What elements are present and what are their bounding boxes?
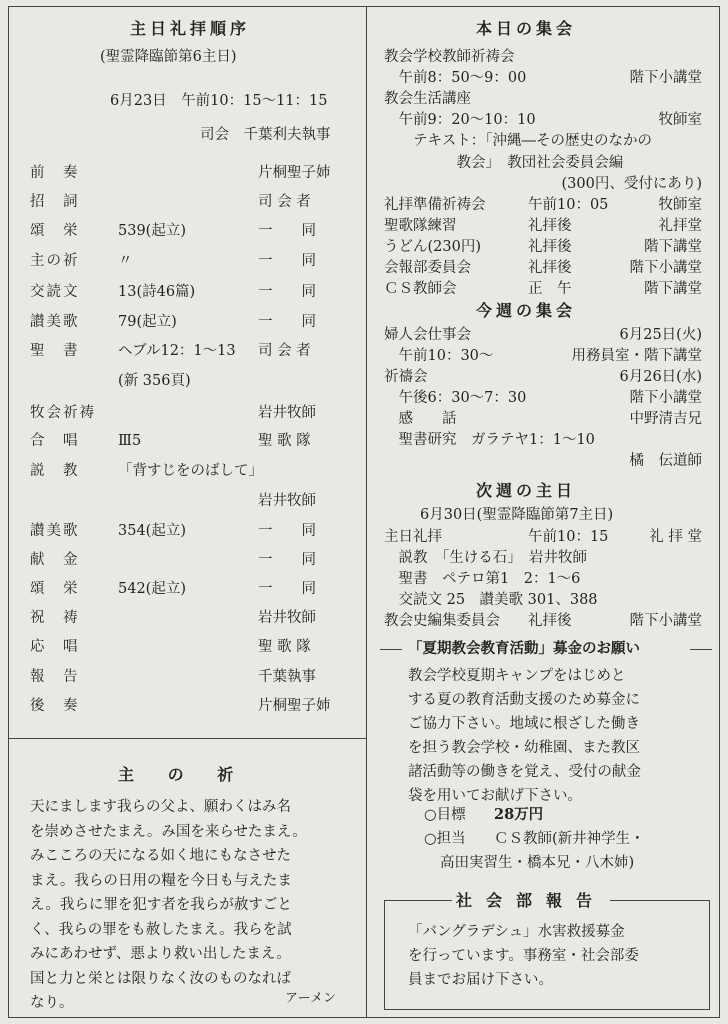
next-row-name: 聖書 ペテロ第1 2：1〜6 — [384, 571, 581, 587]
week-row-place: 橘 伝道師 — [629, 453, 702, 469]
next-row-time: 午前10：15 — [528, 529, 609, 545]
today-row-place: (300円、受付にあり) — [561, 176, 702, 192]
order-item: 牧会祈祷 — [30, 405, 96, 421]
worship-order-title: 主日礼拝順序 — [130, 19, 251, 38]
week-row-name: 午前10：30〜 — [384, 348, 494, 364]
next-sunday-title: 次週の主日 — [476, 481, 577, 500]
today-row-place: 階下講堂 — [644, 281, 702, 297]
order-person: 岩井牧師 — [258, 610, 316, 626]
order-person: 聖 歌 隊 — [258, 639, 311, 655]
order-detail: 「背すじをのばして」 — [118, 463, 263, 479]
order-item: 主の祈 — [30, 253, 80, 269]
order-person: 一 同 — [258, 552, 316, 568]
order-detail: 354(起立) — [118, 523, 186, 539]
week-row-place: 中野清吉兄 — [629, 411, 702, 427]
order-item: 頌 栄 — [30, 581, 80, 597]
order-item: 頌 栄 — [30, 223, 80, 239]
week-row-name: 祈禱会 — [384, 369, 428, 385]
appeal-staff-2: 高田実習生・橋本兄・八木姉) — [440, 855, 635, 871]
today-row-name: 教会」 教団社会委員会編 — [384, 155, 624, 171]
today-row-time: 礼拝後 — [528, 239, 572, 255]
order-person: 片桐聖子姉 — [258, 698, 331, 714]
week-row-place: 階下小講堂 — [629, 390, 702, 406]
order-person: 千葉執事 — [258, 669, 316, 685]
week-row-place: 6月25日(火) — [619, 327, 702, 343]
order-item: 献 金 — [30, 552, 80, 568]
column-divider — [366, 6, 367, 1018]
order-item: 招 詞 — [30, 194, 80, 210]
order-item: 讃美歌 — [30, 314, 80, 330]
order-item: 聖 書 — [30, 343, 80, 359]
today-row-place: 階下小講堂 — [629, 260, 702, 276]
today-row-place: 礼拝堂 — [658, 218, 702, 234]
order-detail: 13(詩46篇) — [118, 284, 196, 300]
order-person: 聖 歌 隊 — [258, 433, 311, 449]
appeal-title: 「夏期教会教育活動」募金のお願い — [408, 640, 640, 657]
order-item: 後 奏 — [30, 698, 80, 714]
order-detail: 79(起立) — [118, 314, 177, 330]
week-row-name: 午後6：30〜7：30 — [384, 390, 527, 406]
week-row-name: 感 話 — [384, 411, 457, 427]
order-detail: 〃 — [118, 253, 133, 269]
order-detail: Ⅲ5 — [118, 433, 142, 449]
social-report-title: 社会部報告 — [452, 892, 610, 910]
next-row-name: 教会史編集委員会 — [384, 613, 500, 629]
today-row-place: 牧師室 — [658, 112, 702, 128]
today-meetings-title: 本日の集会 — [476, 19, 577, 38]
order-person: 司 会 者 — [258, 194, 311, 210]
prayer-divider — [8, 738, 366, 739]
next-row-name: 主日礼拝 — [384, 529, 442, 545]
order-item: 報 告 — [30, 669, 80, 685]
appeal-text: 教会学校夏期キャンプをはじめと する夏の教育活動支援のため募金に ご協力下さい。地域に根ざした働き を担う教会学校・幼稚園、また教区 諸活動等の働きを覚え、受付の献金 袋を用いてお献げ下さい。 — [408, 668, 641, 804]
worship-datetime: 6月23日 午前10：15〜11：15 — [110, 93, 328, 109]
next-sunday-date: 6月30日(聖霊降臨節第7主日) — [420, 507, 614, 523]
today-row-place: 階下講堂 — [644, 239, 702, 255]
order-person: 一 同 — [258, 223, 316, 239]
week-row-place: 用務員室・階下講堂 — [571, 348, 702, 364]
today-row-name: 礼拝準備祈祷会 — [384, 197, 486, 213]
order-person: 一 同 — [258, 253, 316, 269]
appeal-staff: ＣＳ教師(新井神学生・ — [494, 831, 645, 847]
prayer-text: 天にまします我らの父よ、願わくはみ名 を崇めさせたまえ。み国を来らせたまえ。 みこころの天になる如く地にもなさせた まえ。我らの日用の糧を今日も与えたま え。我らに罪を犯す者を我らが赦すごと く、我らの罪をも赦したまえ。我らを試 みにあわせず、悪より救い出したまえ。 国と力と栄とは限りなく汝のものなれば なり。 — [30, 799, 307, 1011]
next-row-name: 交読文 25 讃美歌 301、388 — [384, 592, 598, 608]
order-person: 司 会 者 — [258, 343, 311, 359]
order-detail: ヘブル12：1〜13 — [118, 343, 236, 359]
order-person: 一 同 — [258, 314, 316, 330]
today-row-name: 午前8：50〜9：00 — [384, 70, 527, 86]
order-person: 岩井牧師 — [258, 405, 316, 421]
order-person: 一 同 — [258, 581, 316, 597]
today-row-name: 教会学校教師祈祷会 — [384, 49, 515, 65]
order-item: 合 唱 — [30, 433, 80, 449]
today-row-time: 正 午 — [528, 281, 572, 297]
next-row-name: 説教 「生ける石」 岩井牧師 — [384, 550, 587, 566]
order-person: 岩井牧師 — [258, 493, 316, 509]
appeal-goal-label: ○目標 — [424, 807, 466, 823]
order-person: 一 同 — [258, 523, 316, 539]
today-row-name: 会報部委員会 — [384, 260, 471, 276]
order-item: 祝 祷 — [30, 610, 80, 626]
today-row-name: うどん(230円) — [384, 239, 481, 255]
appeal-rule-left — [380, 649, 402, 650]
week-row-place: 6月26日(水) — [619, 369, 702, 385]
week-row-name: 聖書研究 ガラテヤ1：1〜10 — [384, 432, 595, 448]
next-row-time: 礼拝後 — [528, 613, 572, 629]
today-row-time: 礼拝後 — [528, 218, 572, 234]
today-row-name: 午前9：20〜10：10 — [384, 112, 536, 128]
today-row-place: 牧師室 — [658, 197, 702, 213]
today-row-place: 階下小講堂 — [629, 70, 702, 86]
today-row-time: 礼拝後 — [528, 260, 572, 276]
worship-subtitle: (聖霊降臨節第6主日) — [100, 49, 237, 65]
week-row-name: 婦人会仕事会 — [384, 327, 471, 343]
order-item: 説 教 — [30, 463, 80, 479]
order-item: 讃美歌 — [30, 523, 80, 539]
order-detail: 539(起立) — [118, 223, 186, 239]
order-person: 一 同 — [258, 284, 316, 300]
prayer-title: 主 の 祈 — [118, 765, 248, 784]
appeal-goal: 28万円 — [494, 806, 544, 823]
order-item: 応 唱 — [30, 639, 80, 655]
today-row-name: 教会生活講座 — [384, 91, 471, 107]
order-detail: 542(起立) — [118, 581, 186, 597]
next-row-place: 階下小講堂 — [629, 613, 702, 629]
worship-presider: 司会 千葉利夫執事 — [200, 127, 331, 143]
today-row-name: テキスト：「沖縄―その歴史のなかの — [384, 133, 652, 149]
today-row-name: ＣＳ教師会 — [384, 281, 457, 297]
order-detail: (新 356頁) — [118, 373, 191, 389]
next-row-place: 礼 拝 堂 — [649, 529, 702, 545]
appeal-rule-right — [690, 649, 712, 650]
today-row-time: 午前10：05 — [528, 197, 609, 213]
week-meetings-title: 今週の集会 — [476, 301, 577, 320]
order-item: 交読文 — [30, 284, 80, 300]
social-report-text: 「バングラデシュ」水害救援募金 を行っています。事務室・社会部委 員までお届け下さい。 — [408, 924, 639, 988]
today-row-name: 聖歌隊練習 — [384, 218, 457, 234]
appeal-staff-label: ○担当 — [424, 831, 466, 847]
order-person: 片桐聖子姉 — [258, 165, 331, 181]
prayer-amen: アーメン — [285, 991, 336, 1006]
order-item: 前 奏 — [30, 165, 80, 181]
